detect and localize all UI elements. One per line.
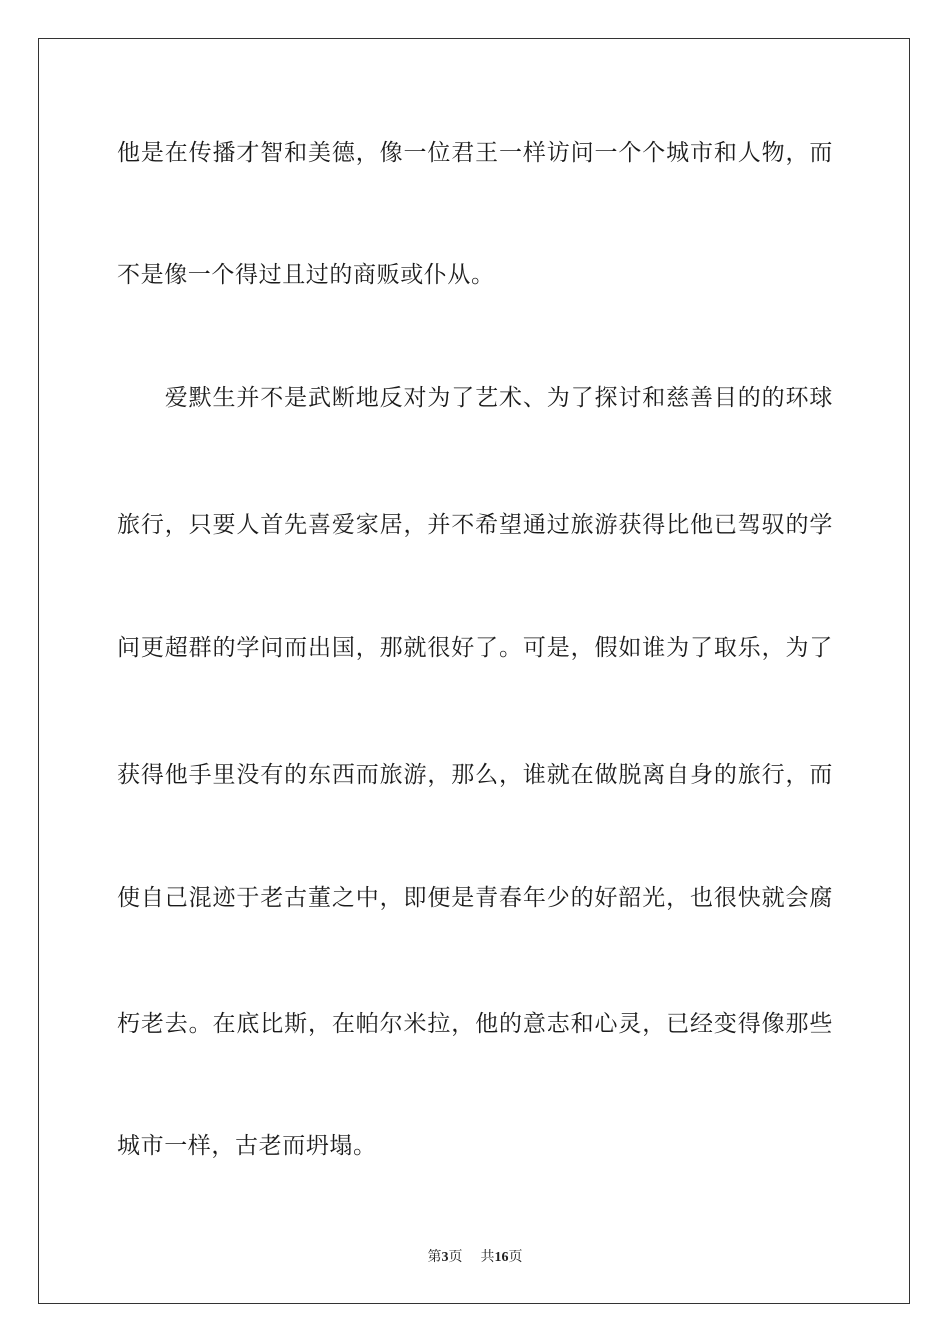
body-text-line: 朽老去。在底比斯，在帕尔米拉，他的意志和心灵，已经变得像那些: [117, 1011, 833, 1037]
page-border: [38, 38, 910, 1304]
page-footer: [0, 1249, 950, 1267]
body-text-line: 城市一样，古老而坍塌。: [117, 1133, 377, 1159]
body-text-line: 问更超群的学问而出国，那就很好了。可是，假如谁为了取乐，为了: [117, 635, 833, 661]
body-text-line: 使自己混迹于老古董之中，即便是青春年少的好韶光，也很快就会腐: [117, 885, 833, 911]
total-prefix: 共: [480, 1250, 495, 1265]
page-prefix: 第: [427, 1250, 442, 1265]
total-pages: 16: [494, 1250, 509, 1265]
page-number: 3: [441, 1250, 449, 1265]
total-suffix: 页: [508, 1250, 523, 1265]
body-text-line: 获得他手里没有的东西而旅游，那么，谁就在做脱离自身的旅行，而: [117, 762, 833, 788]
body-text-line: 爱默生并不是武断地反对为了艺术、为了探讨和慈善目的的环球: [117, 385, 833, 411]
body-text-line: 不是像一个得过且过的商贩或仆从。: [117, 262, 495, 288]
body-text-line: 他是在传播才智和美德，像一位君王一样访问一个个城市和人物，而: [117, 140, 833, 166]
body-text-line: 旅行，只要人首先喜爱家居，并不希望通过旅游获得比他已驾驭的学: [117, 512, 833, 538]
page-suffix: 页: [448, 1250, 463, 1265]
